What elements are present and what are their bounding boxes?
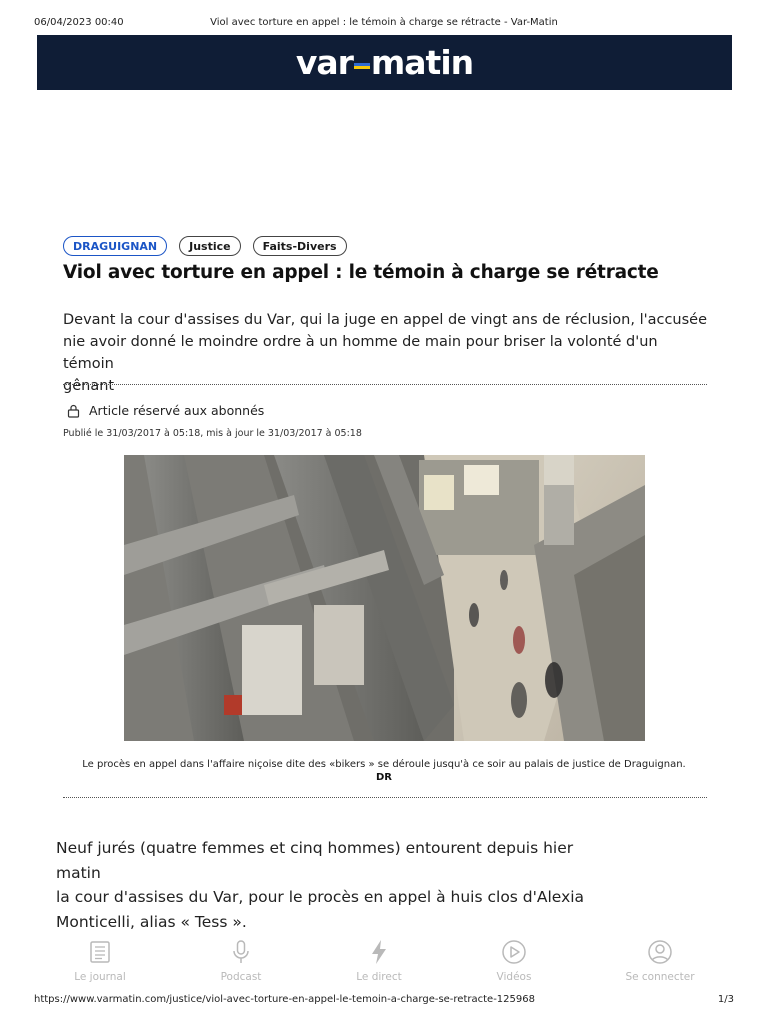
divider: [63, 384, 707, 385]
photo-credit: DR: [375, 772, 392, 783]
article-body: [56, 836, 616, 934]
nav-label: Le direct: [356, 971, 402, 983]
divider: [63, 797, 707, 798]
print-page-title: Viol avec torture en appel : le témoin à charge se rétracte - Var-Matin: [210, 17, 558, 28]
nav-se-connecter[interactable]: [615, 935, 705, 983]
logo-flag-dash: [354, 63, 370, 69]
article-photo: [124, 455, 645, 741]
print-page-number: 1/3: [717, 994, 734, 1005]
article-body-line: Neuf jurés (quatre femmes et cinq hommes) entourent depuis hier matin: [56, 839, 574, 882]
article-lead-line: nie avoir donné le moindre ordre à un homme de main pour briser la volonté d'un témoin: [63, 334, 658, 372]
site-logo[interactable]: [296, 43, 473, 82]
bottom-navigation: [0, 935, 768, 985]
nav-label: Podcast: [220, 971, 262, 983]
photo-caption: Le procès en appel dans l'affaire niçoise dite des «bikers » se déroule jusqu'à ce soir au palais de justice de Draguignan.: [82, 759, 686, 770]
article-lead-line: gênant: [63, 378, 115, 394]
user-circle-icon: [647, 939, 673, 965]
play-circle-icon: [501, 939, 527, 965]
tag-draguignan[interactable]: DRAGUIGNAN: [63, 236, 167, 256]
lock-icon: [67, 404, 80, 418]
publication-date: Publié le 31/03/2017 à 05:18, mis à jour le 31/03/2017 à 05:18: [63, 428, 362, 439]
article-tags: [63, 236, 347, 256]
nav-le-journal[interactable]: [55, 935, 145, 983]
nav-label: Le journal: [74, 971, 126, 983]
microphone-icon: [228, 939, 254, 965]
lightning-icon: [366, 939, 392, 965]
tag-justice[interactable]: Justice: [179, 236, 240, 256]
premium-notice: [67, 403, 264, 418]
tag-faits-divers[interactable]: Faits-Divers: [253, 236, 347, 256]
print-date: 06/04/2023 00:40: [34, 17, 124, 28]
article-headline: Viol avec torture en appel : le témoin à charge se rétracte: [63, 262, 659, 283]
article-body-line: la cour d'assises du Var, pour le procès en appel à huis clos d'Alexia: [56, 888, 585, 906]
article-lead-line: Devant la cour d'assises du Var, qui la juge en appel de vingt ans de réclusion, l'accusée: [63, 312, 708, 328]
courthouse-atrium-image: [124, 455, 645, 741]
newspaper-icon: [87, 939, 113, 965]
premium-label: Article réservé aux abonnés: [89, 403, 265, 418]
nav-label: Se connecter: [625, 971, 695, 983]
nav-label: Vidéos: [496, 971, 532, 983]
nav-podcast[interactable]: [196, 935, 286, 983]
article-body-line: Monticelli, alias « Tess ».: [56, 912, 247, 931]
site-header: [37, 35, 732, 90]
print-url: https://www.varmatin.com/justice/viol-avec-torture-en-appel-le-temoin-a-charge-se-retracte-125968: [34, 994, 535, 1005]
logo-text-matin: matin: [370, 43, 474, 82]
logo-text-var: var: [295, 43, 353, 82]
nav-le-direct[interactable]: [334, 935, 424, 983]
nav-videos[interactable]: [469, 935, 559, 983]
